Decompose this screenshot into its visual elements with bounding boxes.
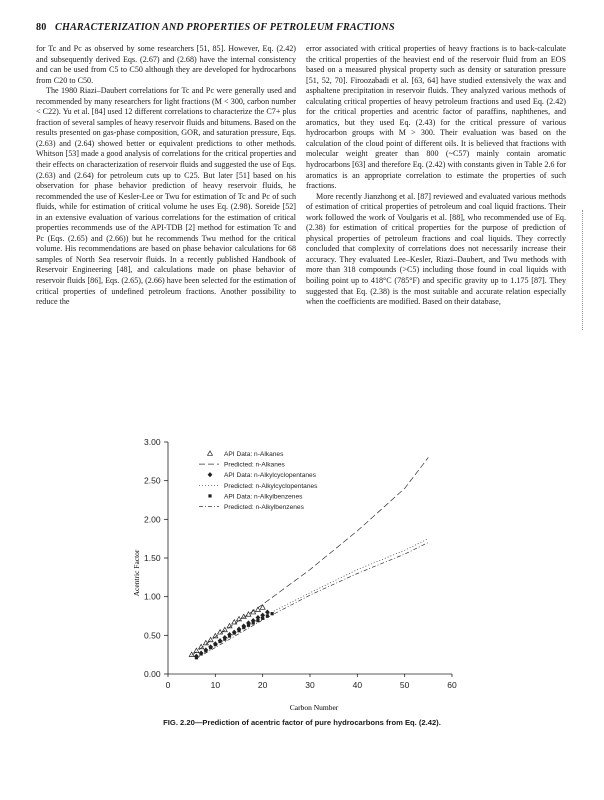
legend-label: Predicted: n-Alkanes (224, 461, 285, 469)
predicted-line (192, 458, 429, 656)
legend-symbol (208, 472, 213, 477)
data-point (208, 644, 213, 649)
data-point (203, 640, 208, 644)
data-point (256, 615, 261, 620)
data-point (246, 612, 251, 616)
data-point (194, 648, 199, 652)
figure-caption: FIG. 2.20—Prediction of acentric factor of pure hydrocarbons from Eq. (2.42). (163, 718, 441, 727)
y-tick-label: 3.00 (144, 437, 161, 447)
left-paragraph-1: for Tc and Pc as observed by some researchers [51, 85]. However, Eq. (2.42) and subsequently derived Eqs. (2.67) and (2.68) have the internal consistency and can be used from C5 to C50 although they are developed for hydrocarbons from C20 to C50. (36, 44, 296, 85)
data-point (252, 621, 255, 624)
data-point (232, 620, 237, 624)
x-tick-label: 30 (305, 680, 315, 690)
data-point (204, 649, 207, 652)
data-point (260, 605, 265, 609)
y-tick-label: 0.00 (144, 669, 161, 679)
chart-axes (144, 437, 457, 690)
data-point (266, 614, 269, 617)
x-tick-label: 10 (210, 680, 221, 690)
data-point (251, 610, 256, 614)
legend-label: API Data: n-Alkylcyclopentanes (224, 472, 316, 480)
right-column (306, 44, 566, 308)
data-point (227, 623, 232, 627)
legend-symbol (208, 451, 213, 455)
left-column (36, 44, 296, 308)
chart-data-points (189, 605, 274, 659)
predicted-line (196, 539, 428, 657)
data-point (233, 631, 236, 634)
y-tick-label: 1.50 (144, 553, 161, 563)
right-paragraph-1: error associated with critical properties of heavy fractions is to back-calculate the critical properties of the heaviest end of the reservoir fluid from an EOS based on a measured physical property such as density or saturation pressure [51, 52, 70]. Firoozabadi et al. [63, 64] have studied extensively the wax and asphaltene precipitation in reservoir fluids. They analyzed various methods of calculating critical properties of heavy petroleum fractions and used Eq. (2.42) for the critical properties and acentric factor of paraffins, naphthenes, and aromatics, but they used Eq. (2.43) for the critical pressure of various hydrocarbon groups with M > 300. Their evaluation was based on the calculation of the cloud point of different oils. It is believed that fractions with molecular weight greater than 800 (~C57) mainly contain aromatic hydrocarbons [63] and therefore Eq. (2.42) with constants given in Table 2.6 for aromatics is an appropriate correlation to estimate the properties of such fractions. (306, 44, 566, 191)
data-point (203, 647, 208, 652)
chart-legend (199, 451, 318, 511)
y-tick-label: 2.50 (144, 475, 161, 486)
data-point (237, 629, 240, 632)
x-tick-label: 20 (257, 680, 268, 690)
data-point (214, 643, 217, 646)
x-axis-label: Carbon Number (289, 703, 339, 712)
right-paragraph-2: More recently Jianzhong et al. [87] reviewed and evaluated various methods of estimation of critical properties of petroleum and coal liquid fractions. Their work followed the work of Voulgaris et al. [88], who recommended use of Eq. (2.38) for estimation of critical properties for the purpose of prediction of physical properties of petroleum fractions and coal liquids. They correctly concluded that complexity of correlations does not necessarily increase their accuracy. They evaluated Lee–Kesler, Riazi–Daubert, and Twu methods with more than 318 compounds (>C5) including those found in coal liquids with boiling point up to 418°C (785°F) and specific gravity up to 1.175 [87]. They suggested that Eq. (2.38) is the most suitable and accurate relation especially when the coefficients are modified. Based on their database, (306, 191, 566, 307)
legend-label: API Data: n-Alkylbenzenes (224, 493, 303, 501)
data-point (271, 612, 274, 615)
left-paragraph-2: The 1980 Riazi–Daubert correlations for Tc and Pc were generally used and recommended by many researchers for light fractions (M < 300, carbon number < C22). Yu et al. [84] used 12 different correlations to characterize the C7+ plus fraction of several samples of heavy reservoir fluids and bitumens. Based on the results presented on gas-phase composition, GOR, and saturation pressure, Eqs. (2.63) and (2.64) showed better or equivalent predictions to other methods. Whitson [53] made a good analysis of correlations for the critical properties and their effects on characterization of reservoir fluids and suggested the use of Eqs. (2.63) and (2.64) for petroleum cuts up to C25. But later [51] based on his observation for phase behavior prediction of heavy reservoir fluids, he recommended the use of Kesler-Lee or Twu for estimation of Tc and Pc of such fluids, while for estimation of critical volume he uses Eq. (2.98). Soreide [52] in an extensive evaluation of various correlations for the estimation of critical properties recommends use of the API-TDB [2] method for estimation Tc and Pc (Eqs. (2.65) and (2.66)) but he recommends Twu method for the critical volume. His recommendations are based on phase behavior calculations for 68 samples of North Sea reservoir fluids. In a recently published Handbook of Reservoir Engineering [48], and calculations made on phase behavior of reservoir fluids [86], Eqs. (2.65), (2.66) have been selected for the estimation of critical properties of undefined petroleum fractions. Another possibility to reduce the (36, 86, 296, 307)
data-point (209, 646, 212, 649)
data-point (199, 644, 204, 648)
y-tick-label: 2.00 (144, 514, 161, 525)
data-point (232, 630, 237, 635)
data-point (242, 626, 245, 629)
data-point (237, 616, 242, 620)
data-point (218, 638, 223, 643)
data-point (194, 654, 199, 659)
x-tick-label: 40 (352, 680, 363, 690)
data-point (227, 632, 232, 637)
data-point (218, 630, 223, 634)
predicted-line (196, 543, 428, 659)
y-tick-label: 0.50 (144, 630, 161, 641)
page-number: 80 (36, 22, 47, 33)
y-axis-label: Acentric Factor (132, 549, 141, 597)
data-point (189, 652, 194, 656)
data-point (251, 618, 256, 623)
margin-dotted-rule (582, 210, 583, 330)
legend-label: Predicted: n-Alkylcyclopentanes (224, 482, 318, 490)
data-point (228, 635, 231, 638)
data-point (261, 617, 264, 620)
x-tick-label: 50 (399, 680, 410, 690)
legend-symbol (208, 494, 211, 497)
data-point (222, 635, 227, 640)
data-point (200, 652, 203, 655)
data-point (241, 623, 246, 628)
data-point (208, 637, 213, 641)
data-point (265, 610, 270, 615)
data-point (256, 619, 259, 622)
data-point (237, 627, 242, 632)
running-title: CHARACTERIZATION AND PROPERTIES OF PETROLEUM FRACTIONS (55, 22, 395, 33)
x-tick-label: 0 (165, 680, 171, 690)
data-point (195, 656, 198, 659)
data-point (255, 607, 260, 611)
data-point (246, 620, 251, 625)
data-point (247, 624, 250, 627)
running-header (36, 22, 395, 33)
data-point (218, 640, 221, 643)
legend-label: Predicted: n-Alkylbenzenes (224, 504, 304, 511)
y-tick-label: 1.00 (144, 591, 161, 602)
legend-label: API Data: n-Alkanes (224, 451, 284, 458)
x-tick-label: 60 (447, 680, 457, 690)
data-point (213, 641, 218, 646)
data-point (241, 614, 246, 618)
data-point (199, 651, 204, 656)
data-point (260, 613, 265, 618)
data-point (222, 627, 227, 631)
data-point (213, 634, 218, 638)
data-point (223, 638, 226, 641)
chart-predicted-lines (192, 458, 429, 659)
